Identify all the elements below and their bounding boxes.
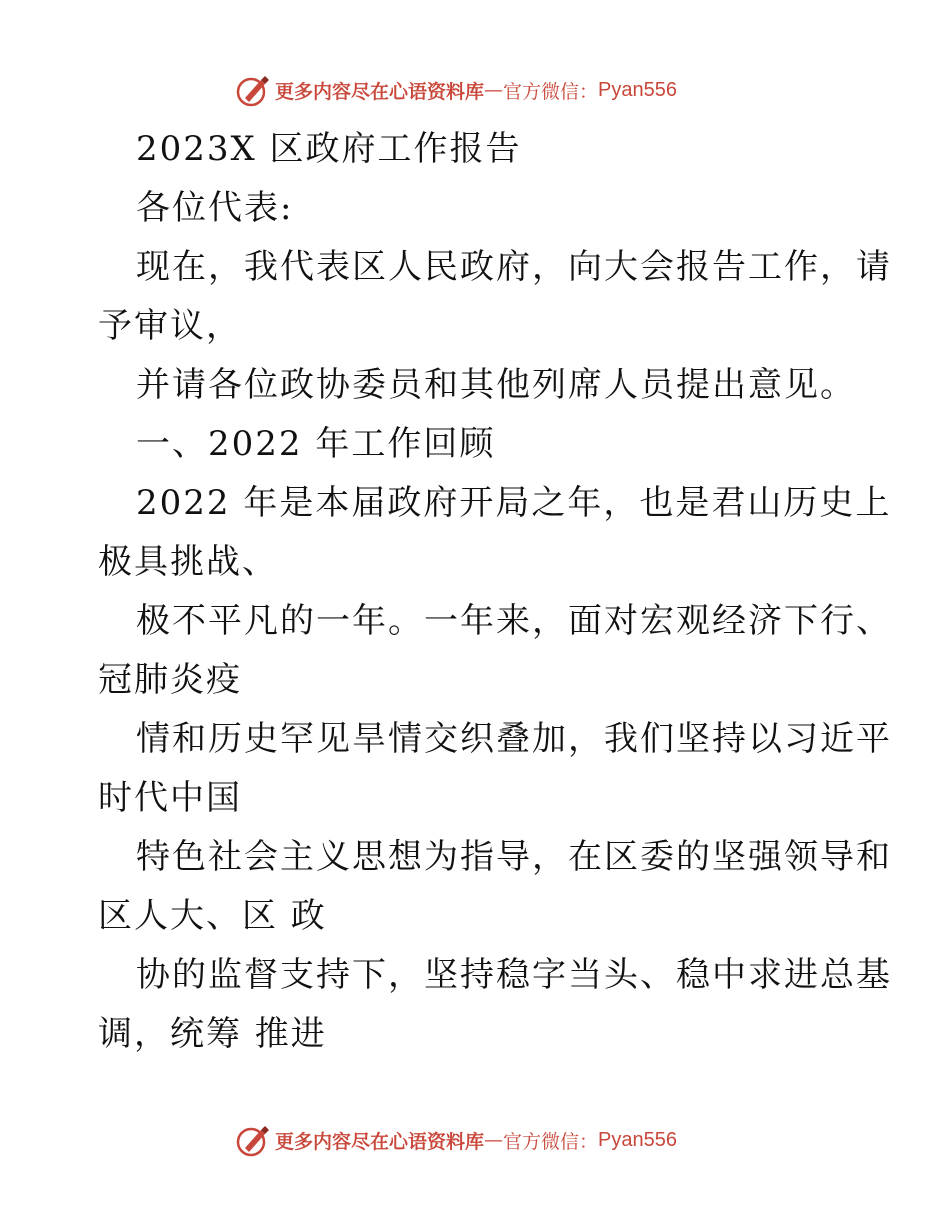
watermark-contact-label: 官方微信： [503, 80, 599, 103]
watermark-contact-id: Pyan556 [598, 1128, 677, 1151]
paragraph-line: 冠肺炎疫 [98, 660, 242, 700]
report-body [98, 120, 892, 1064]
paragraph-line: 区人大、区 政 [98, 896, 327, 936]
watermark-dash: — [484, 79, 504, 101]
pen-logo-icon [235, 1122, 271, 1158]
paragraph-line: 极具挑战、 [98, 542, 278, 582]
watermark-text: 更多内容尽在心语资料库 [275, 1130, 485, 1153]
paragraph-line: 并请各位政协委员和其他列席人员提出意见。 [136, 365, 856, 405]
paragraph-line: 现在，我代表区人民政府，向大会报告工作，请 [136, 247, 892, 287]
paragraph-line: 2022 年是本届政府开局之年，也是君山历史上 [136, 483, 892, 523]
paragraph-line: 特色社会主义思想为指导，在区委的坚强领导和 [136, 837, 892, 877]
paragraph-line: 予审议， [98, 306, 242, 346]
watermark-header [235, 70, 677, 110]
watermark-dash: — [484, 1129, 504, 1151]
watermark-text: 更多内容尽在心语资料库 [275, 80, 485, 103]
watermark-contact-id: Pyan556 [598, 78, 677, 101]
report-title: 2023X 区政府工作报告 [136, 129, 522, 169]
paragraph-line: 极不平凡的一年。一年来，面对宏观经济下行、 [136, 601, 892, 641]
watermark-footer [235, 1120, 677, 1160]
paragraph-line: 情和历史罕见旱情交织叠加，我们坚持以习近平 [136, 719, 892, 759]
paragraph-line: 时代中国 [98, 778, 242, 818]
paragraph-line: 调，统筹 推进 [98, 1014, 327, 1054]
pen-logo-icon [235, 72, 271, 108]
salutation: 各位代表: [136, 188, 294, 228]
watermark-contact-label: 官方微信： [503, 1130, 599, 1153]
paragraph-line: 协的监督支持下，坚持稳字当头、稳中求进总基 [136, 955, 892, 995]
section-heading: 一、2022 年工作回顾 [136, 424, 496, 464]
